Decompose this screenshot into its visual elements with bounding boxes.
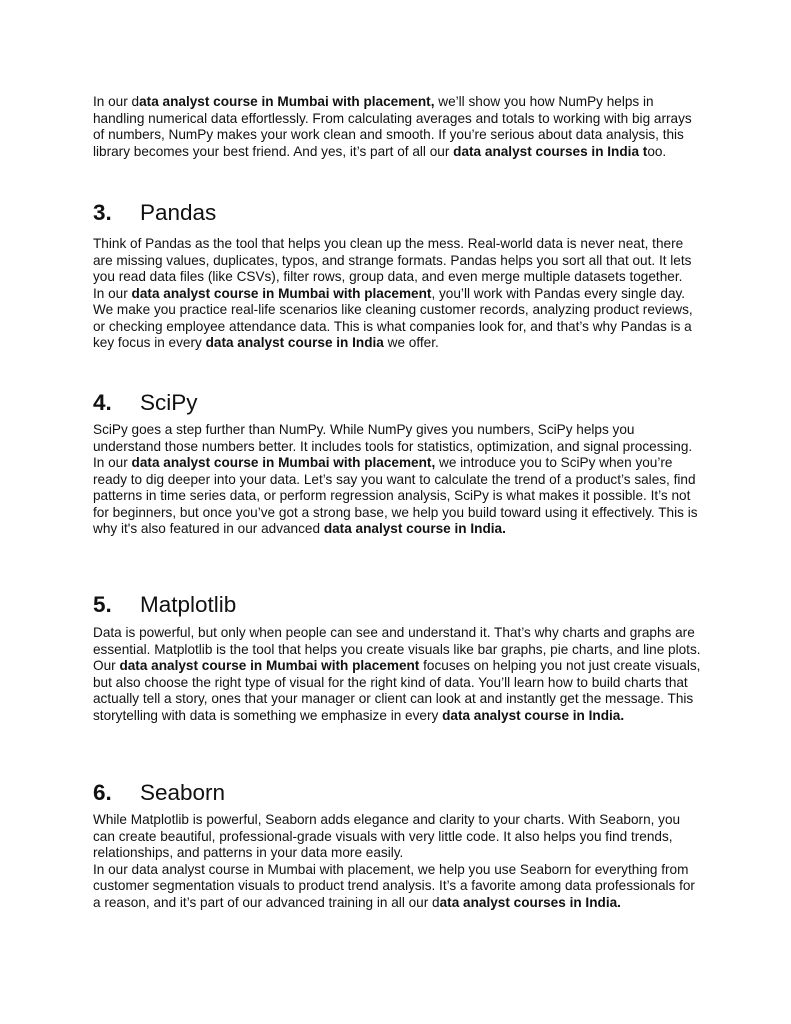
- section-number: 3.: [93, 200, 112, 225]
- section-title: Matplotlib: [140, 592, 237, 617]
- section-heading-matplotlib: [93, 592, 236, 618]
- text-run: Our: [93, 658, 120, 673]
- text-run: focuses on helping you not just create visuals, but also choose the right type of visual for the right kind of data. You’ll learn how to build charts that actually tell a story, ones that your manager or client can look at and instantly get the message. This storytelling with data is something we emphasize in every: [93, 658, 701, 723]
- bold-run: data analyst course in India: [205, 335, 384, 350]
- section-heading-seaborn: [93, 780, 225, 806]
- text-run: Think of Pandas as the tool that helps you clean up the mess. Real-world data is never neat, there are missing values, duplicates, typos, and strange formats. Pandas helps you sort all that out. It lets you read data files (like CSVs), filter rows, group data, and even merge multiple datasets together.: [93, 236, 692, 284]
- section-body-pandas: [93, 236, 705, 352]
- section-body-seaborn: [93, 812, 705, 911]
- intro-block: [93, 94, 705, 160]
- section-number: 6.: [93, 780, 112, 805]
- text-run: , you’ll work with Pandas every single day. We make you practice real-life scenarios like cleaning customer records, analyzing product reviews, or checking employee attendance data. This is what companies look for, and that’s why Pandas is a key focus in every: [93, 285, 693, 350]
- section-number: 4.: [93, 390, 112, 415]
- bold-run: data analyst course in Mumbai with placement: [119, 658, 420, 673]
- section-title: Pandas: [140, 200, 217, 225]
- paragraph: [93, 658, 705, 724]
- section-heading-scipy: [93, 390, 198, 416]
- section-title: Seaborn: [140, 780, 226, 805]
- intro-paragraph: [93, 94, 705, 160]
- paragraph: [93, 286, 705, 352]
- bold-run: data analyst courses in India t: [453, 143, 648, 159]
- section-number: 5.: [93, 592, 112, 617]
- paragraph: [93, 625, 705, 658]
- section-body-scipy: [93, 422, 705, 538]
- text-run: While Matplotlib is powerful, Seaborn adds elegance and clarity to your charts. With Seaborn, you can create beautiful, professional-grade visuals with very little code. It also helps you find trends, relationships, and patterns in your data more easily.: [93, 812, 681, 860]
- section-body-matplotlib: [93, 625, 705, 724]
- text-run: we offer.: [383, 335, 439, 350]
- bold-run: data analyst course in Mumbai with placement: [131, 285, 432, 301]
- text-run: In our data analyst course in Mumbai with placement, we help you use Seaborn for everything from customer segmentation visuals to product trend analysis. It’s a favorite among data professionals for a reason, and it’s part of our advanced training in all our d: [93, 861, 695, 910]
- text-run: In our: [93, 455, 132, 470]
- text-run: we’ll show you how NumPy helps in handling numerical data effortlessly. From calculating averages and totals to working with big arrays of numbers, NumPy makes your work clean and smooth. If you’re serious about data analysis, this library becomes your best friend. And yes, it’s part of all our: [93, 94, 692, 159]
- section-heading-pandas: [93, 200, 216, 226]
- bold-run: data analyst course in Mumbai with placement,: [131, 455, 436, 470]
- paragraph: [93, 862, 705, 912]
- bold-run: ata analyst course in Mumbai with placement,: [139, 94, 435, 109]
- bold-run: data analyst course in India.: [442, 707, 625, 723]
- section-title: SciPy: [140, 390, 198, 415]
- text-run: In our: [93, 285, 132, 301]
- paragraph: [93, 422, 705, 455]
- text-run: we introduce you to SciPy when you’re ready to dig deeper into your data. Let’s say you want to calculate the trend of a product’s sales, find patterns in time series data, or perform regression analysis, SciPy is what makes it possible. It’s not for beginners, but once you’ve got a strong base, we help you build toward using it effectively. This is why it's also featured in our advanced: [93, 455, 698, 536]
- bold-run: data analyst course in India.: [323, 521, 506, 536]
- paragraph: [93, 812, 705, 862]
- text-run: oo.: [647, 143, 667, 159]
- text-run: In our d: [93, 94, 140, 109]
- text-run: Data is powerful, but only when people can see and understand it. That’s why charts and graphs are essential. Matplotlib is the tool that helps you create visuals like bar graphs, pie charts, and line plots.: [93, 625, 701, 657]
- paragraph: [93, 236, 705, 286]
- paragraph: [93, 455, 705, 538]
- bold-run: ata analyst courses in India.: [439, 894, 621, 910]
- text-run: SciPy goes a step further than NumPy. While NumPy gives you numbers, SciPy helps you understand those numbers better. It includes tools for statistics, optimization, and signal processing.: [93, 422, 693, 454]
